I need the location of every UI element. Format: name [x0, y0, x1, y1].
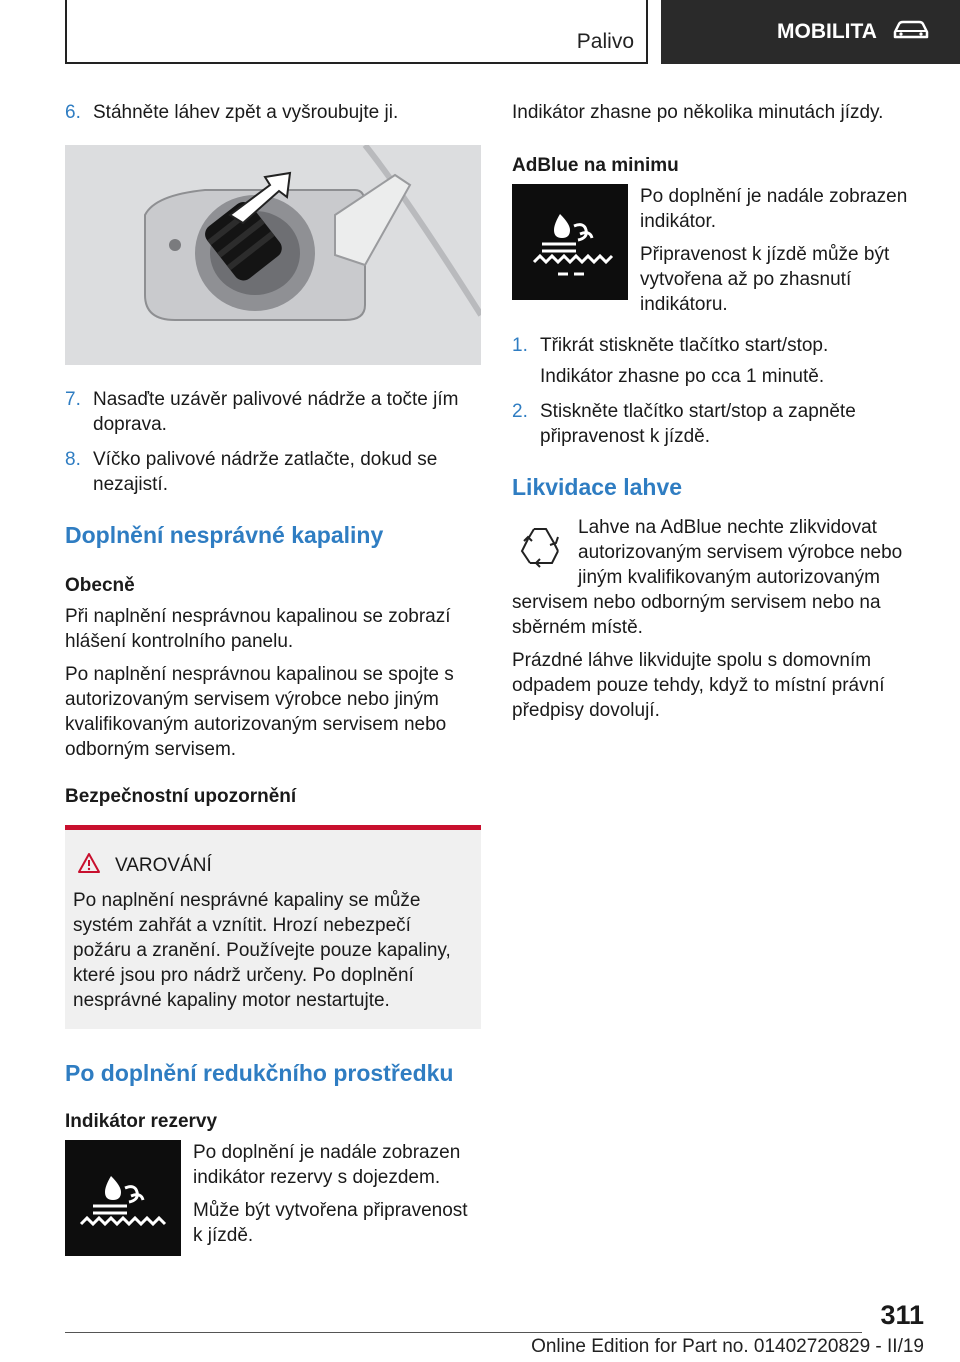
- step-note: Indikátor zhasne po cca 1 minutě.: [540, 366, 825, 387]
- step-text: Nasaďte uzávěr palivové nádrže a točte jím doprava.: [93, 389, 459, 435]
- car-icon: [891, 18, 931, 46]
- reserve-indicator-row: [65, 1140, 481, 1256]
- step-8: [65, 447, 481, 497]
- step-2: [512, 399, 928, 449]
- minimum-text: [628, 184, 928, 317]
- chapter-title: MOBILITA: [777, 20, 877, 43]
- warning-title-row: [73, 852, 473, 880]
- paragraph: Indikátor zhasne po několika minutách jízdy.: [512, 102, 884, 123]
- minimum-indicator-row: [512, 184, 928, 317]
- paragraph: Po naplnění nesprávnou kapalinou se spojte s autorizovaným servisem výrobce nebo jiným kvalifikovaným autorizovaným servisem nebo odborným servisem.: [65, 664, 454, 760]
- subheading-reserve: Indikátor rezervy: [65, 1111, 218, 1132]
- step-text: Víčko palivové nádrže zatlačte, dokud se nezajistí.: [93, 449, 438, 495]
- paragraph: Lahve na AdBlue nechte zlikvidovat autorizovaným servisem výrobce nebo jiným kvalifikovaným autorizovaným servisem nebo odborným servisem nebo na sběrném místě.: [512, 517, 903, 638]
- fuel-cap-photo: [65, 145, 481, 365]
- step-number: 2.: [512, 401, 528, 422]
- warning-title: VAROVÁNÍ: [115, 855, 212, 876]
- left-column: [65, 100, 481, 1256]
- step-6: [65, 100, 481, 125]
- chapter-tab: [661, 0, 960, 64]
- step-number: 1.: [512, 335, 528, 356]
- subheading-adblue-minimum: AdBlue na minimu: [512, 155, 679, 176]
- warning-box: [65, 825, 481, 1029]
- disposal-block: [512, 515, 928, 723]
- header-frame: [65, 0, 648, 64]
- subheading-general: Obecně: [65, 575, 135, 596]
- right-column: [512, 100, 928, 723]
- subheading-safety: Bezpečnostní upozornění: [65, 786, 297, 807]
- step-1: [512, 333, 928, 358]
- reserve-text: [181, 1140, 481, 1256]
- paragraph: Po doplnění je nadále zobrazen indikátor.: [640, 186, 908, 232]
- warning-text: Po naplnění nesprávné kapaliny se může systém zahřát a vznítit. Hrozí nebezpečí požáru a zranění. Používejte pouze kapaliny, které jsou pro nádrž určeny. Po doplnění nesprávné kapaliny motor nestartujte.: [73, 890, 451, 1011]
- step-number: 6.: [65, 102, 81, 123]
- step-text: Stiskněte tlačítko start/stop a zapněte připravenost k jízdě.: [540, 401, 856, 447]
- step-7: [65, 387, 481, 437]
- section-heading-wrong-fluid: Doplnění nesprávné kapaliny: [65, 522, 384, 548]
- adblue-minimum-indicator-icon: [512, 184, 628, 300]
- paragraph: Prázdné láhve likvidujte spolu s domovním odpadem pouze tehdy, když to místní právní předpisy dovolují.: [512, 650, 885, 721]
- paragraph: Po doplnění je nadále zobrazen indikátor rezervy s dojezdem.: [193, 1142, 461, 1188]
- step-number: 8.: [65, 449, 81, 470]
- step-number: 7.: [65, 389, 81, 410]
- footer-divider: [65, 1332, 862, 1333]
- page-number: 311: [880, 1300, 924, 1330]
- warning-icon: [77, 852, 115, 880]
- paragraph: Připravenost k jízdě může být vytvořena až po zhasnutí indikátoru.: [640, 244, 890, 315]
- paragraph: Může být vytvořena připravenost k jízdě.: [193, 1200, 468, 1246]
- step-text: Třikrát stiskněte tlačítko start/stop.: [540, 335, 829, 356]
- paragraph: Při naplnění nesprávnou kapalinou se zobrazí hlášení kontrolního panelu.: [65, 606, 451, 652]
- edition-note: Online Edition for Part no. 01402720829 - II/19: [531, 1336, 924, 1357]
- recycling-icon: [512, 515, 578, 585]
- section-heading-disposal: Likvidace lahve: [512, 474, 683, 500]
- section-heading-after-refill: Po doplnění redukčního prostředku: [65, 1060, 454, 1086]
- section-title: Palivo: [576, 30, 634, 53]
- step-text: Stáhněte láhev zpět a vyšroubujte ji.: [93, 102, 399, 123]
- adblue-reserve-indicator-icon: [65, 1140, 181, 1256]
